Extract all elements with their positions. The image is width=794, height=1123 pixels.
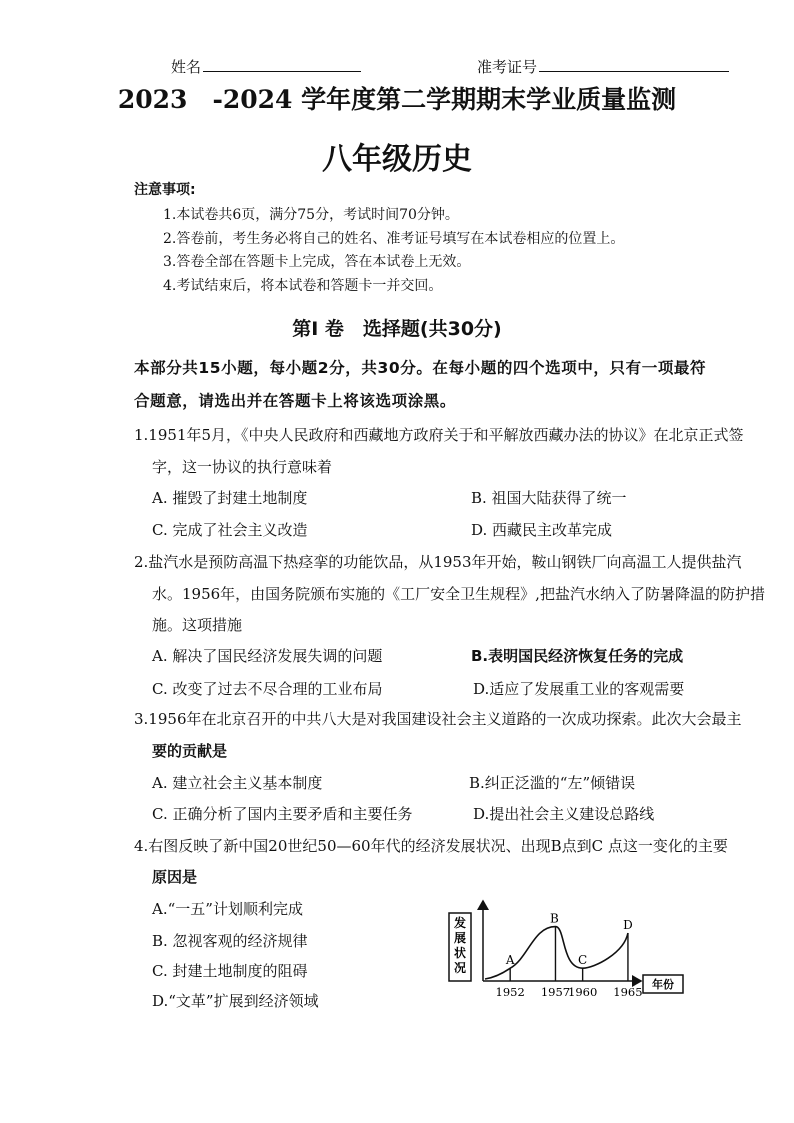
x-tick-label: 1952 xyxy=(495,985,525,999)
question-3-stem: 3.1956年在北京召开的中共八大是对我国建设社会主义道路的一次成功探索。此次大会最主 xyxy=(134,710,742,728)
question-2-option-b[interactable]: B.表明国民经济恢复任务的完成 xyxy=(471,647,684,665)
question-4-option-c[interactable]: C. 封建土地制度的阻碍 xyxy=(152,962,308,980)
question-1-option-d[interactable]: D. 西藏民主改革完成 xyxy=(471,521,613,539)
name-blank[interactable] xyxy=(203,57,361,72)
x-axis-label: 年份 xyxy=(652,978,674,991)
exam-number-blank[interactable] xyxy=(539,57,729,72)
question-3-option-b[interactable]: B.纠正泛滥的“左”倾错误 xyxy=(469,774,636,792)
x-tick-label: 1957 xyxy=(540,985,571,999)
notice-item: 1.本试卷共6页，满分75分，考试时间70分钟。 xyxy=(163,207,459,223)
question-1-option-a[interactable]: A. 摧毁了封建土地制度 xyxy=(152,489,308,507)
question-2-stem-cont: 水。1956年，由国务院颁布实施的《工厂安全卫生规程》,把盐汽水纳入了防暑降温的防护措 xyxy=(152,585,765,603)
name-field xyxy=(171,56,361,77)
notice-item: 4.考试结束后，将本试卷和答题卡一并交回。 xyxy=(163,278,443,294)
question-4-option-d[interactable]: D.“文革”扩展到经济领域 xyxy=(152,992,319,1010)
name-label: 姓名 xyxy=(171,58,202,76)
x-tick-label: 1965 xyxy=(613,985,643,999)
question-1-option-b[interactable]: B. 祖国大陆获得了统一 xyxy=(471,489,627,507)
notice-heading: 注意事项: xyxy=(134,182,196,198)
point-label-d: D xyxy=(623,918,633,932)
exam-subtitle: 八年级历史 xyxy=(322,142,472,177)
x-tick-label: 1960 xyxy=(568,985,598,999)
question-3-option-c[interactable]: C. 正确分析了国内主要矛盾和主要任务 xyxy=(152,805,413,823)
question-2-option-d[interactable]: D.适应了发展重工业的客观需要 xyxy=(473,680,685,698)
exam-number-label: 准考证号 xyxy=(477,58,538,76)
economic-development-chart xyxy=(445,895,690,1005)
y-axis-label: 发展状况 xyxy=(453,916,467,975)
question-2-stem: 2.盐汽水是预防高温下热痉挛的功能饮品，从1953年开始，鞍山钢铁厂向高温工人提供盐汽 xyxy=(134,553,742,571)
question-2-option-a[interactable]: A. 解决了国民经济发展失调的问题 xyxy=(152,647,383,665)
notice-item: 3.答卷全部在答题卡上完成，答在本试卷上无效。 xyxy=(163,254,471,270)
question-4-option-b[interactable]: B. 忽视客观的经济规律 xyxy=(152,932,308,950)
section-intro-line2: 合题意，请选出并在答题卡上将该选项涂黑。 xyxy=(134,392,457,410)
notice-item: 2.答卷前，考生务必将自己的姓名、准考证号填写在本试卷相应的位置上。 xyxy=(163,231,625,247)
question-2-stem-cont: 施。这项措施 xyxy=(152,616,243,634)
point-label-a: A xyxy=(505,953,515,968)
question-3-stem-cont: 要的贡献是 xyxy=(152,742,228,760)
question-1-stem-cont: 字，这一协议的执行意味着 xyxy=(152,458,333,476)
point-label-c: C xyxy=(578,953,588,968)
question-4-option-a[interactable]: A.“一五”计划顺利完成 xyxy=(152,900,303,918)
section-intro-line1: 本部分共15小题，每小题2分，共30分。在每小题的四个选项中，只有一项最符 xyxy=(134,359,707,377)
question-1-option-c[interactable]: C. 完成了社会主义改造 xyxy=(152,521,308,539)
question-1-stem: 1.1951年5月，《中央人民政府和西藏地方政府关于和平解放西藏办法的协议》在北京正式签 xyxy=(134,426,744,444)
section-title: 第I 卷 选择题(共30分) xyxy=(292,318,502,340)
question-3-option-a[interactable]: A. 建立社会主义基本制度 xyxy=(152,774,323,792)
question-4-stem: 4.右图反映了新中国20世纪50—60年代的经济发展状况、出现B点到C 点这一变化的主要 xyxy=(134,837,728,855)
question-4-stem-cont: 原因是 xyxy=(152,868,198,886)
question-3-option-d[interactable]: D.提出社会主义建设总路线 xyxy=(473,805,655,823)
exam-number-field xyxy=(477,56,729,77)
question-2-option-c[interactable]: C. 改变了过去不尽合理的工业布局 xyxy=(152,680,383,698)
exam-title: 2023 -2024 学年度第二学期期末学业质量监测 xyxy=(117,85,677,114)
point-label-b: B xyxy=(550,911,559,926)
